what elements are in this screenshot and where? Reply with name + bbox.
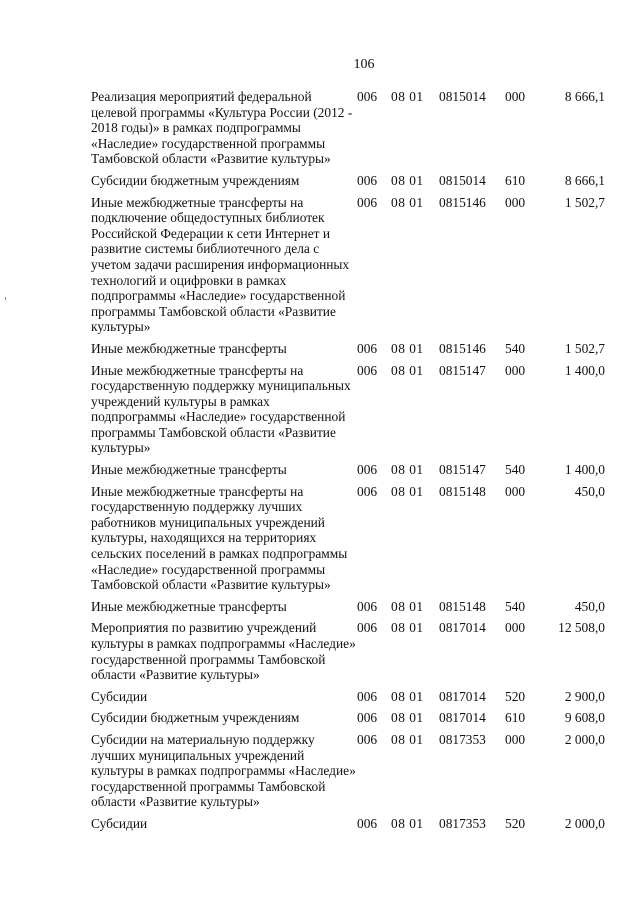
row-name: Субсидии — [91, 688, 148, 704]
row-name: Субсидии бюджетным учреждениям — [91, 172, 300, 188]
row-ved-code: 006 — [357, 462, 378, 478]
row-target-code: 0817014 — [439, 688, 486, 704]
scan-mark — [5, 297, 6, 300]
row-expense-type: 610 — [505, 172, 526, 188]
row-expense-type: 000 — [505, 194, 526, 210]
row-name: Субсидии бюджетным учреждениям — [91, 710, 300, 726]
row-amount: 2 000,0 — [564, 731, 605, 747]
row-expense-type: 540 — [505, 462, 526, 478]
row-name: Иные межбюджетные трансферты — [91, 598, 287, 614]
row-section-code: 08 01 — [391, 710, 424, 726]
row-section-code: 08 01 — [391, 483, 424, 499]
table-row — [91, 620, 605, 688]
row-section-code: 08 01 — [391, 598, 424, 614]
table-row — [91, 689, 605, 711]
row-amount: 1 502,7 — [564, 340, 605, 356]
row-expense-type: 610 — [505, 710, 526, 726]
row-section-code: 08 01 — [391, 172, 424, 188]
row-target-code: 0815147 — [439, 362, 486, 378]
row-target-code: 0815014 — [439, 172, 486, 188]
row-amount: 2 000,0 — [564, 815, 605, 831]
table-row — [91, 462, 605, 484]
row-amount: 9 608,0 — [564, 710, 605, 726]
row-ved-code: 006 — [357, 710, 378, 726]
row-target-code: 0815147 — [439, 462, 486, 478]
row-ved-code: 006 — [357, 620, 378, 636]
row-name: Субсидии — [91, 815, 148, 831]
row-name: Иные межбюджетные трансферты на государственную поддержку муниципальных учреждений культуры в рамках подпрограммы «Наследие» государственной программы Тамбовской области «Развитие культуры» — [91, 362, 351, 456]
table-row — [91, 484, 605, 599]
row-target-code: 0815014 — [439, 89, 486, 104]
row-amount: 8 666,1 — [564, 172, 605, 188]
row-target-code: 0815148 — [439, 598, 486, 614]
page-number: 106 — [353, 57, 375, 72]
row-amount: 1 502,7 — [564, 194, 605, 210]
row-target-code: 0815146 — [439, 194, 486, 210]
table-row — [91, 732, 605, 816]
row-section-code: 08 01 — [391, 688, 424, 704]
table-row — [91, 363, 605, 463]
budget-table — [91, 89, 605, 838]
row-section-code: 08 01 — [391, 620, 424, 636]
row-name: Иные межбюджетные трансферты — [91, 462, 287, 478]
row-section-code: 08 01 — [391, 815, 424, 831]
row-ved-code: 006 — [357, 483, 378, 499]
row-amount: 450,0 — [574, 598, 605, 614]
row-ved-code: 006 — [357, 362, 378, 378]
row-expense-type: 000 — [505, 362, 526, 378]
row-expense-type: 520 — [505, 688, 526, 704]
table-row — [91, 341, 605, 363]
row-name: Субсидии на материальную поддержку лучших муниципальных учреждений культуры в рамках подпрограммы «Наследие» государственной программы Тамбовской области «Развитие культуры» — [91, 731, 356, 810]
row-amount: 450,0 — [574, 483, 605, 499]
row-amount: 2 900,0 — [564, 688, 605, 704]
row-name: Мероприятия по развитию учреждений культуры в рамках подпрограммы «Наследие» государственной программы Тамбовской области «Развитие культуры» — [91, 620, 356, 683]
table-row — [91, 599, 605, 621]
row-target-code: 0817353 — [439, 815, 486, 831]
row-section-code: 08 01 — [391, 731, 424, 747]
row-expense-type: 000 — [505, 89, 526, 104]
row-target-code: 0817353 — [439, 731, 486, 747]
row-expense-type: 000 — [505, 731, 526, 747]
row-expense-type: 540 — [505, 340, 526, 356]
row-amount: 1 400,0 — [564, 362, 605, 378]
row-section-code: 08 01 — [391, 462, 424, 478]
row-section-code: 08 01 — [391, 362, 424, 378]
row-expense-type: 000 — [505, 620, 526, 636]
row-expense-type: 520 — [505, 815, 526, 831]
table-row — [91, 195, 605, 341]
row-section-code: 08 01 — [391, 340, 424, 356]
row-ved-code: 006 — [357, 688, 378, 704]
row-target-code: 0815148 — [439, 483, 486, 499]
row-ved-code: 006 — [357, 598, 378, 614]
row-name: Иные межбюджетные трансферты на подключение общедоступных библиотек Российской Федерации к сети Интернет и развитие системы библиотечного дела с учетом задачи расширения информационных технологий и оцифровки в рамках подпрограммы «Наследие» государственной программы Тамбовской области «Развитие культуры» — [91, 194, 350, 335]
row-section-code: 08 01 — [391, 194, 424, 210]
row-target-code: 0817014 — [439, 710, 486, 726]
row-name: Реализация мероприятий федеральной целевой программы «Культура России (2012 - 2018 годы)» в рамках подпрограммы «Наследие» государственной программы Тамбовской области «Развитие культуры» — [91, 89, 353, 167]
row-name: Иные межбюджетные трансферты на государственную поддержку лучших работников муниципальных учреждений культуры, находящихся на территориях сельских поселений в рамках подпрограммы «Наследие» государственной программы Тамбовской области «Развитие культуры» — [91, 483, 348, 593]
row-ved-code: 006 — [357, 194, 378, 210]
row-name: Иные межбюджетные трансферты — [91, 340, 287, 356]
row-ved-code: 006 — [357, 731, 378, 747]
budget-table-body — [91, 89, 605, 838]
table-row — [91, 173, 605, 195]
table-row — [91, 89, 605, 173]
table-row — [91, 816, 605, 838]
row-target-code: 0815146 — [439, 340, 486, 356]
row-amount: 1 400,0 — [564, 462, 605, 478]
row-section-code: 08 01 — [391, 89, 424, 104]
table-row — [91, 710, 605, 732]
row-amount: 8 666,1 — [564, 89, 605, 104]
row-ved-code: 006 — [357, 172, 378, 188]
row-target-code: 0817014 — [439, 620, 486, 636]
row-ved-code: 006 — [357, 89, 378, 104]
row-amount: 12 508,0 — [558, 620, 605, 636]
row-ved-code: 006 — [357, 340, 378, 356]
row-ved-code: 006 — [357, 815, 378, 831]
row-expense-type: 000 — [505, 483, 526, 499]
row-expense-type: 540 — [505, 598, 526, 614]
